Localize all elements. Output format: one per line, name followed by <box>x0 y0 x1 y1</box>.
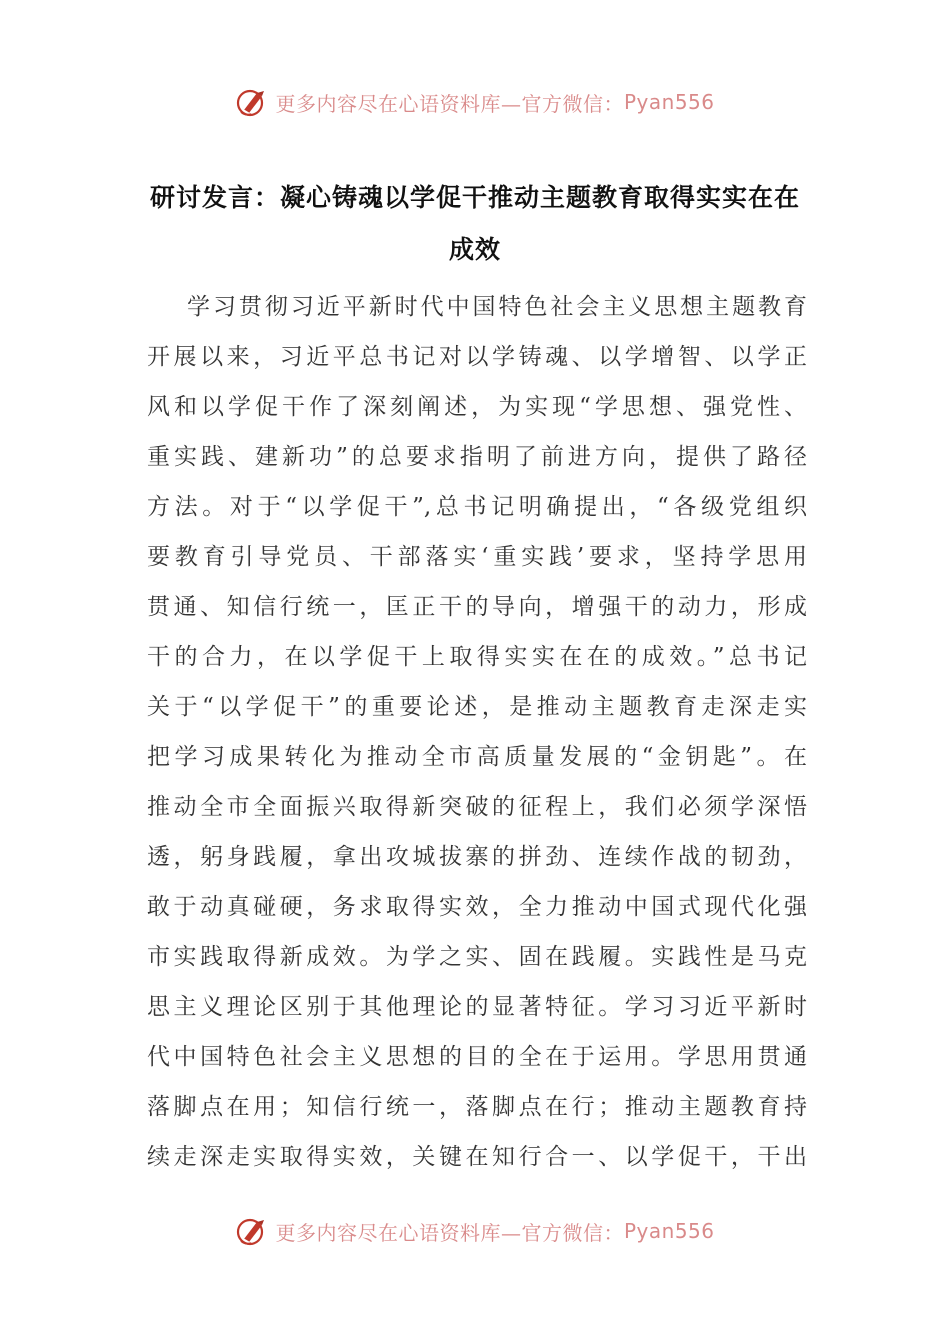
body-line: 续走深走实取得实效，关键在知行合一、以学促干，干出 <box>147 1144 807 1170</box>
body-line: 贯通、知信行统一，匡正干的导向，增强干的动力，形成 <box>147 594 807 620</box>
body-line: 敢于动真碰硬，务求取得实效，全力推动中国式现代化强 <box>147 894 807 920</box>
body-line: 风和以学促干作了深刻阐述，为实现“学思想、强党性、 <box>147 394 807 420</box>
body-line: 把学习成果转化为推动全市高质量发展的“金钥匙”。在 <box>147 744 807 770</box>
body-line: 学习贯彻习近平新时代中国特色社会主义思想主题教育 <box>187 294 807 320</box>
body-line: 关于“以学促干”的重要论述，是推动主题教育走深走实 <box>147 694 807 720</box>
watermark-wechat-id: Pyan556 <box>623 1219 715 1243</box>
body-line: 市实践取得新成效。为学之实、固在践履。实践性是马克 <box>147 944 807 970</box>
body-line: 思主义理论区别于其他理论的显著特征。学习习近平新时 <box>147 994 807 1020</box>
pen-nib-logo-icon <box>235 1214 269 1248</box>
body-line: 要教育引导党员、干部落实‘重实践’要求，坚持学思用 <box>147 544 807 570</box>
body-line: 代中国特色社会主义思想的目的全在于运用。学思用贯通 <box>147 1044 807 1070</box>
body-line: 开展以来，习近平总书记对以学铸魂、以学增智、以学正 <box>147 344 807 370</box>
body-line: 落脚点在用；知信行统一，落脚点在行；推动主题教育持 <box>147 1094 807 1120</box>
watermark-banner-top <box>0 82 950 122</box>
body-line: 重实践、建新功”的总要求指明了前进方向，提供了路径 <box>147 444 807 470</box>
body-line: 方法。对于“以学促干”,总书记明确提出，“各级党组织 <box>147 494 807 520</box>
watermark-wechat-id: Pyan556 <box>623 90 715 114</box>
body-line: 推动全市全面振兴取得新突破的征程上，我们必须学深悟 <box>147 794 807 820</box>
document-title-line-1: 研讨发言：凝心铸魂以学促干推动主题教育取得实实在在 <box>149 183 800 212</box>
watermark-banner-bottom <box>0 1211 950 1251</box>
watermark-text: 更多内容尽在心语资料库—官方微信： <box>275 1220 624 1245</box>
body-line: 透，躬身践履，拿出攻城拔寨的拼劲、连续作战的韧劲， <box>147 844 807 870</box>
document-title <box>120 172 830 276</box>
pen-nib-logo-icon <box>235 85 269 119</box>
document-body <box>147 282 807 1182</box>
body-line: 干的合力，在以学促干上取得实实在在的成效。”总书记 <box>147 644 807 670</box>
watermark-text: 更多内容尽在心语资料库—官方微信： <box>275 91 624 116</box>
document-title-line-2: 成效 <box>448 235 501 264</box>
